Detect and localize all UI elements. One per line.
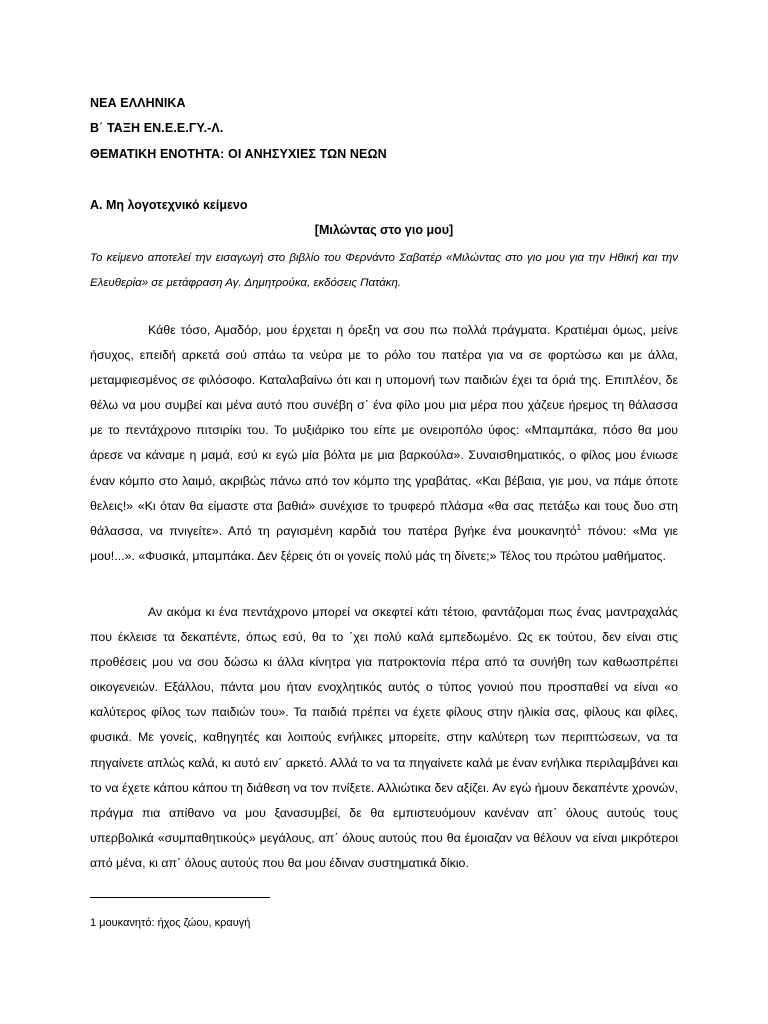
paragraph-1-text: Κάθε τόσο, Αμαδόρ, μου έρχεται η όρεξη να σου πω πολλά πράγματα. Κρατιέμαι όμως, μείνε ήσυχος, επειδή αρκετά σού σπάω τα νεύρα με το ρόλο του πατέρα για να σε φορτώσω και με άλλα, μεταμφιεσμένος σε φιλόσοφο. Καταλαβαίνω ότι και η υπομονή των παιδιών έχει τα όριά της. Επιπλέον, δε θέλω να μου συμβεί και μένα αυτό που συνέβη σ΄ ένα φίλο μου μια μέρα που χάζευε ήρεμος τη θάλασσα με το πεντάχρονο πιτσιρίκι του. Το μυξιάρικο του είπε με ονειροπόλο ύφος: «Μπαμπάκα, πόσο θα μου άρεσε να κάναμε η μαμά, εσύ κι εγώ μία βόλτα με μια βαρκούλα». Συναισθηματικός, ο φίλος μου ένιωσε έναν κόμπο στο λαιμό, ακριβώς πάνω από τον κόμπο της γραβάτας. «Και βέβαια, γιε μου, να πάμε όποτε θελεις!» «Κι όταν θα είμαστε στα βαθιά» συνέχισε το τρυφερό πλάσμα «θα σας πετάξω και τους δυο στη θάλασσα, να πνιγείτε». Από τη ραγισμένη καρδιά του πατέρα βγήκε ένα μουκανητό [90, 323, 678, 538]
source-note: Το κείμενο αποτελεί την εισαγωγή στο βιβλίο του Φερνάντο Σαβατέρ «Μιλώντας στο γιο μου για την Ηθική και την Ελευθερία» σε μετάφραση Αγ. Δημητρούκα, εκδόσεις Πατάκη. [90, 252, 678, 289]
theme-heading: ΘΕΜΑΤΙΚΗ ΕΝΟΤΗΤΑ: ΟΙ ΑΝΗΣΥΧΙΕΣ ΤΩΝ ΝΕΩΝ [90, 147, 387, 161]
footnote-divider [90, 897, 270, 898]
footnote: 1 μουκανητό: ήχος ζώου, κραυγή [90, 917, 251, 929]
paragraph-1-text-end: πόνου: «Μα γιε μου!...». «Φυσικά, μπαμπάκα. Δεν ξέρεις ότι οι γονείς πολύ μάς τη δίνετε;» Τέλος του πρώτου μαθήματος. [90, 523, 678, 563]
class-heading: Β΄ ΤΑΞΗ ΕΝ.Ε.Ε.ΓΥ.-Λ. [90, 121, 224, 135]
body-paragraph-2: Αν ακόμα κι ένα πεντάχρονο μπορεί να σκεφτεί κάτι τέτοιο, φαντάζομαι πως ένας μαντραχαλάς που έκλεισε τα δεκαπέντε, όπως εσύ, θα το ΄χει πολύ καλά εμπεδωμένο. Ως εκ τούτου, δεν είναι στις προθέσεις μου να σου δώσω κι άλλα κίνητρα για πατροκτονία πέρα από τα συνήθη των καθωσπρέπει οικογενειών. Εξάλλου, πάντα μου ήταν ενοχλητικός αυτός ο τύπος γονιού που προσπαθεί να είναι «ο καλύτερος φίλος των παιδιών του». Τα παιδιά πρέπει να έχετε φίλους στην ηλικία σας, φίλους και φίλες, φυσικά. Με γονείς, καθηγητές και λοιπούς ενήλικες μπορείτε, στην καλύτερη των περιπτώσεων, να τα πηγαίνετε απλώς καλά, κι αυτό ειν΄ αρκετό. Αλλά το να τα πηγαίνετε καλά με έναν ενήλικα περιλαμβάνει και το να έχετε κάπου κάπου τη διάθεση να τον πνίξετε. Αλλιώτικα δεν αξίζει. Αν εγώ ήμουν δεκαπέντε χρονών, πράγμα πια απίθανο να μου ξανασυμβεί, δε θα εμπιστευόμουν κανέναν απ΄ όλους αυτούς τους υπερβολικά «συμπαθητικούς» μεγάλους, απ΄ όλους αυτούς που θα έμοιαζαν να θέλουν να είναι μικρότεροι από μένα, κι απ΄ όλους αυτούς που θα μου έδιναν συστηματικά δίκιο. [90, 605, 678, 870]
text-title: [Μιλώντας στο γιο μου] [314, 223, 454, 237]
body-paragraph-1 [90, 318, 678, 569]
subject-heading: ΝΕΑ ΕΛΛΗΝΙΚΑ [90, 96, 186, 110]
footnote-reference: 1 [576, 522, 582, 532]
section-heading: Α. Μη λογοτεχνικό κείμενο [90, 198, 248, 212]
